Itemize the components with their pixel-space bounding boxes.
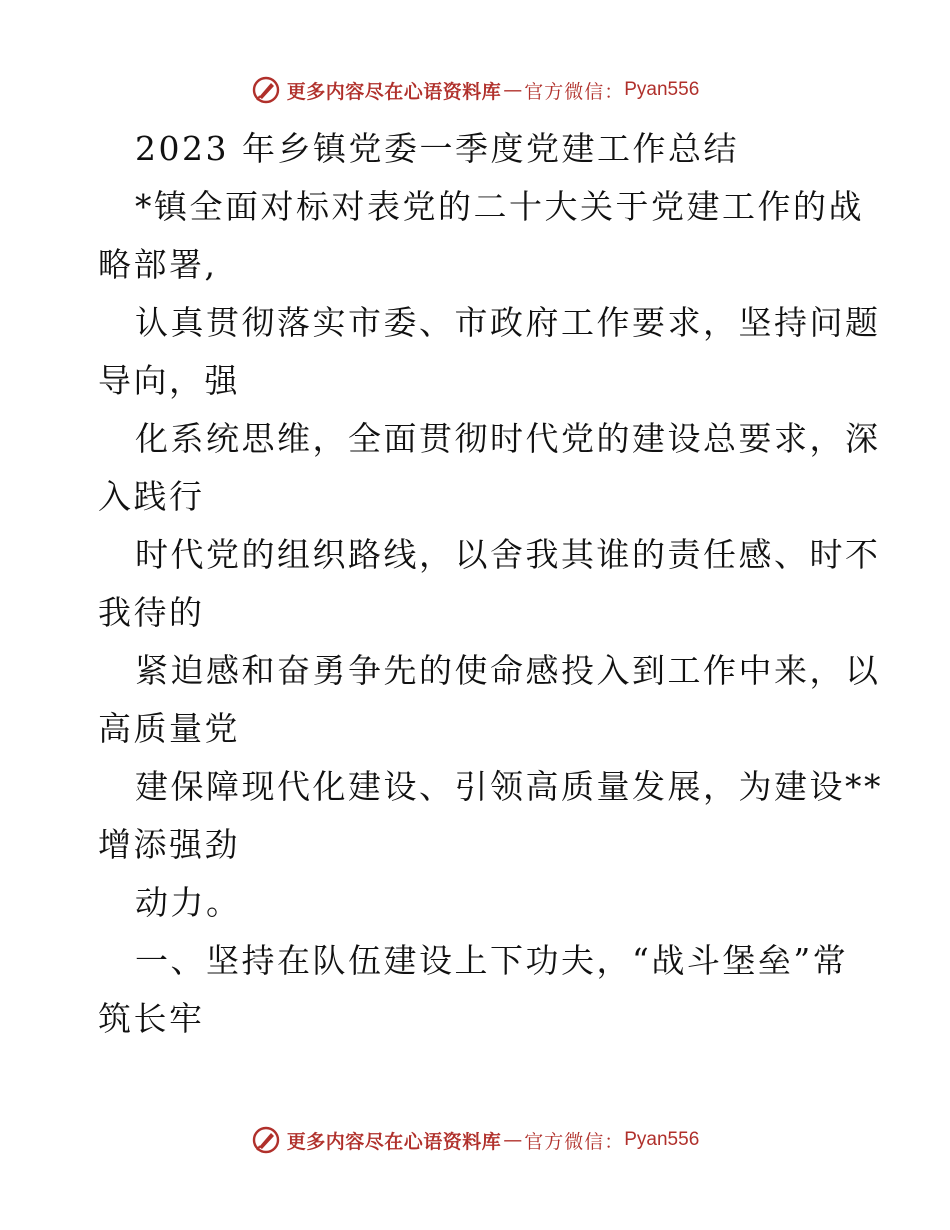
header-watermark (0, 70, 950, 110)
text-line: 入践行 (98, 477, 205, 516)
text-line: 时代党的组织路线，以舍我其谁的责任感、时不 (135, 535, 881, 574)
quill-pen-logo-icon (251, 1125, 281, 1155)
document-title: 2023 年乡镇党委一季度党建工作总结 (135, 129, 739, 168)
text-line: 导向，强 (98, 361, 240, 400)
section-heading: 一、坚持在队伍建设上下功夫，“战斗堡垒”常 (135, 941, 849, 980)
watermark-dash: — (503, 79, 523, 101)
text-line: 高质量党 (98, 709, 240, 748)
text-line: 动力。 (135, 883, 242, 922)
quill-pen-logo-icon (251, 75, 281, 105)
text-line: 建保障现代化建设、引领高质量发展，为建设** (135, 767, 883, 806)
watermark-wechat-handle: Pyan556 (624, 1129, 700, 1150)
footer-watermark (0, 1120, 950, 1160)
watermark-promo-text: 更多内容尽在心语资料库 (286, 80, 502, 103)
watermark-wechat-label: 官方微信： (524, 80, 625, 103)
document-body (98, 120, 883, 1048)
text-line: 化系统思维，全面贯彻时代党的建设总要求，深 (135, 419, 881, 458)
watermark-dash: — (503, 1129, 523, 1151)
text-line: *镇全面对标对表党的二十大关于党建工作的战 (135, 187, 864, 226)
watermark-wechat-label: 官方微信： (524, 1130, 625, 1153)
watermark-wechat-handle: Pyan556 (624, 79, 700, 100)
text-line: 紧迫感和奋勇争先的使命感投入到工作中来，以 (135, 651, 881, 690)
text-line: 略部署, (98, 245, 218, 284)
text-line: 认真贯彻落实市委、市政府工作要求，坚持问题 (135, 303, 881, 342)
text-line: 我待的 (98, 593, 205, 632)
watermark-promo-text: 更多内容尽在心语资料库 (286, 1130, 502, 1153)
text-line: 筑长牢 (98, 999, 205, 1038)
text-line: 增添强劲 (98, 825, 240, 864)
